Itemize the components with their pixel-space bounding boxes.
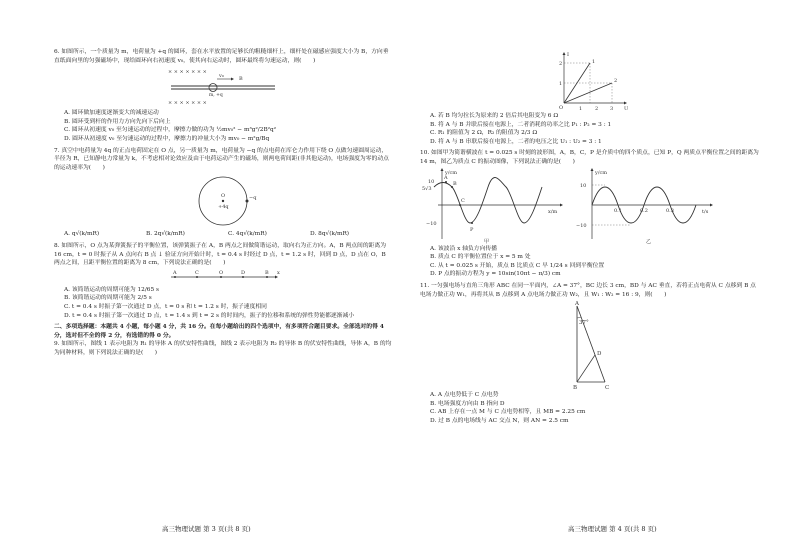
q10-option-b: B. 质点 C 的平衡位置位于 x = 5 m 处 (430, 254, 531, 261)
q6-option-c: C. 圆环从初速度 v₀ 至匀速运动的过程中，摩擦力做的功为 ½mv₀² − m³g²/2B²q² (64, 127, 277, 134)
q11-point-b: B (573, 385, 578, 391)
q9-figure (550, 49, 630, 111)
q10-figures (420, 167, 760, 245)
q7-figure (188, 173, 258, 229)
q10-figure-a (420, 167, 570, 245)
q6-v0-label: v₀ (219, 73, 224, 80)
q10b-tick-neg10: −10 (576, 222, 587, 229)
svg-text:× × × × × × ×: × × × × × × × (168, 100, 207, 107)
q10a-tick-10: 10 (428, 178, 435, 185)
q8-point-o: O (219, 269, 224, 276)
q10b-axis-y: y/cm (595, 169, 608, 176)
q11-option-c: C. AB 上存在一点 M 与 C 点电势相等，且 MB = 2.25 cm (430, 409, 586, 416)
q7-o-label: O (221, 193, 226, 200)
q11-point-d: D (597, 351, 602, 358)
q10b-tick-03: 0.3 (666, 207, 674, 214)
q8-axis-x: x (277, 269, 280, 276)
q10a-tick-neg10: −10 (426, 220, 437, 227)
q11-option-d: D. 过 B 点的电场线与 AC 交点 N，则 AN = 2.5 cm (430, 417, 569, 424)
q10a-tick-5r3: 5√3 (422, 185, 432, 192)
q10a-point-c: C (461, 197, 465, 204)
q8-point-b: B (265, 269, 269, 276)
q9-option-c: C. R₁ 的阻值为 2 Ω，R₂ 的阻值为 2/3 Ω (430, 130, 538, 137)
q10a-point-p: P (470, 226, 474, 233)
q9-option-d: D. 将 A 与 B 串联后接在电源上，二者的电压之比 U₁ : U₂ = 3 : 1 (430, 138, 602, 145)
q8-figure (163, 269, 283, 285)
q10a-point-b: B (453, 180, 457, 187)
q9-line-1: 1 (592, 59, 596, 65)
q8-option-d: D. t = 0.4 s 时振子第一次通过 D 点，t = 1.4 s 到 t = 2 s 的时间内，振子的位移和系统的弹性势能都逐渐减小 (64, 312, 355, 319)
q7-charge-label: +4q (218, 204, 229, 211)
q9-tick-x3: 3 (610, 106, 614, 111)
q9-axis-i: I (567, 52, 569, 58)
q7-option-c: C. 4q√(k/mR) (228, 231, 267, 238)
q11-point-c: C (605, 385, 610, 391)
q10b-caption: 乙 (646, 238, 652, 245)
q7-neg-label: −q (249, 195, 257, 202)
right-column (420, 48, 760, 426)
q6-figure (163, 66, 283, 108)
left-column (54, 48, 392, 357)
q8-stem: 8. 如图所示，O 点为某弹簧振子的平衡位置，该弹簧振子在 A，B 两点之间做简谐运动，取向右为正方向。A，B 两点间的距离为 16 cm，t = 0 时振子从 A 点向右 B 点 ↓ 验证方向开始计时，t = 0.4 s 时经过 D 点，t = 1.2 s 时，回到 D 点，D 点在 O，B 两点之间，且距平衡位置的距离为 8 cm，下列说法正确的是( ) (54, 242, 387, 267)
q10-option-a: A. 该波沿 x 轴负方向传播 (430, 245, 497, 252)
q10b-tick-01: 0.1 (614, 207, 622, 214)
q9-tick-y2: 2 (559, 61, 563, 67)
q9-origin: O (559, 105, 564, 111)
q11-angle: 37° (579, 320, 589, 327)
q7-option-d: D. 8q√(k/mR) (310, 231, 350, 238)
q8-point-a: A (173, 269, 177, 276)
q8-option-c: C. t = 0.4 s 时振子第一次通过 D 点，t = 0 s 和 t = 1.2 s 时，振子速度相同 (64, 303, 267, 310)
q9-axis-u: U (624, 106, 629, 111)
q9-tick-x1: 1 (579, 106, 583, 111)
q7-option-a: A. q√(k/mR) (64, 231, 100, 238)
page-footer-right: 高三物理试题 第 4 页(共 8 页) (568, 525, 657, 533)
q10-figure-b (570, 167, 720, 245)
q11-figure (555, 300, 625, 390)
q9-tick-x2: 2 (595, 106, 599, 111)
q8-point-c: C (195, 269, 199, 276)
q9-stem: 9. 如图所示，图线 1 表示电阻为 R₁ 的导体 A 的伏安特性曲线，图线 2 表示电阻为 R₂ 的导体 B 的伏安特性曲线，导体 A，B 的均为同种材料，则下列说法正确的是( ) (54, 341, 392, 356)
q11-point-a: A (575, 301, 579, 308)
q8-option-a: A. 该简谐运动的周期可能为 12/65 s (64, 286, 160, 293)
q10a-axis-y: y/cm (445, 169, 458, 176)
q8-option-b: B. 该简谐运动的周期可能为 2/5 s (64, 295, 152, 302)
q11-stem: 11. 一匀强电场与直角三角形 ABC 在同一平面内，∠A = 37°，BC 边长 3 cm，BD 与 AC 垂直，若将正点电荷从 C 点移到 B 点电场力做正功 W₁，再将其从 B 点移到 A 点电场力做正功 W₂，且 W₁ : W₂ = 16 : 9，则( ) (420, 282, 756, 298)
q11-option-b: B. 电场强度方向由 B 指向 D (430, 400, 505, 407)
q10-stem: 10. 如图甲为简谐横波在 t = 0.025 s 时刻的波形图，A，B，C，P 是介质中的四个质点，已知 P，Q 两质点平衡位置之间的距离为 14 m，图乙为质点 C 的振动图像，下列说法正确的是( ) (420, 150, 759, 165)
q9-option-b: B. 将 A 与 B 并联后接在电源上，二者消耗的功率之比 P₁ : P₂ = 3 : 1 (430, 121, 612, 128)
q10-option-d: D. P 点的振动方程为 y = 10sin(10πt − π/3) cm (430, 271, 561, 278)
q10-option-c: C. 从 t = 0.025 s 开始，质点 B 比质点 C 早 1/24 s 回到平衡位置 (430, 262, 605, 269)
q8-point-d: D (241, 269, 246, 276)
q9-option-a: A. 若 B 均匀拉长为原来的 2 倍后其电阻变为 6 Ω (430, 113, 559, 119)
q9-line-2: 2 (614, 78, 618, 84)
q6-option-d: D. 圆环从初速度 v₀ 至匀速运动的过程中，摩擦力的冲量大小为 mv₀ − m²g/Bq (64, 135, 270, 142)
q6-ring-label: m, +q (209, 93, 223, 99)
q7-option-b: B. 2q√(k/mR) (146, 231, 185, 238)
svg-text:× × × × × × ×: × × × × × × × (168, 69, 207, 76)
q6-option-a: A. 圆环做加速度逐渐变大的减速运动 (64, 110, 159, 117)
section-2-heading: 二、多项选择题：本题共 4 小题，每小题 4 分，共 16 分。在每小题给出的四个选项中，有多项符合题目要求。全部选对的得 4 分，选对但不全的得 2 分，有选错的得 0 分。 (54, 324, 384, 339)
q7-stem: 7. 真空中电荷量为 4q 的正点电荷固定在 O 点，另一质量为 m，电荷量为 −q 的点电荷在库仑力作用下绕 O 点做匀速圆周运动，半径为 R，已知静电力常量为 k，不考虑相对论效应及由于电荷运动产生的磁场，则两电荷间距(非其他运动)，电场强度为零的动点的运动速率为( ) (54, 147, 389, 171)
q10a-axis-x: x/m (548, 208, 558, 215)
q6-stem: 6. 如图所示，一个质量为 m，电荷量为 +q 的圆环，套在水平放置的足够长的粗糙细杆上，细杆处在磁感应强度大小为 B，方向垂直纸面向里的匀强磁场中，现给圆环向右初速度 v₀，使其向右运动时，圆环最终将匀速运动，则( ) (54, 49, 389, 64)
q6-option-b: B. 圆环受到杆的作用力方向先向下后向上 (64, 118, 171, 125)
q10b-axis-t: t/s (702, 208, 709, 215)
q11-option-a: A. A 点电势低于 C 点电势 (430, 392, 499, 399)
q10a-point-a: A (444, 174, 448, 181)
page-footer-left: 高三物理试题 第 3 页(共 8 页) (162, 525, 251, 533)
q9-tick-y1: 1 (559, 81, 563, 87)
q10a-caption: 甲 (484, 238, 490, 245)
q10b-tick-10: 10 (580, 182, 587, 189)
q10b-tick-02: 0.2 (640, 207, 648, 214)
q6-b-label: B (239, 76, 243, 83)
